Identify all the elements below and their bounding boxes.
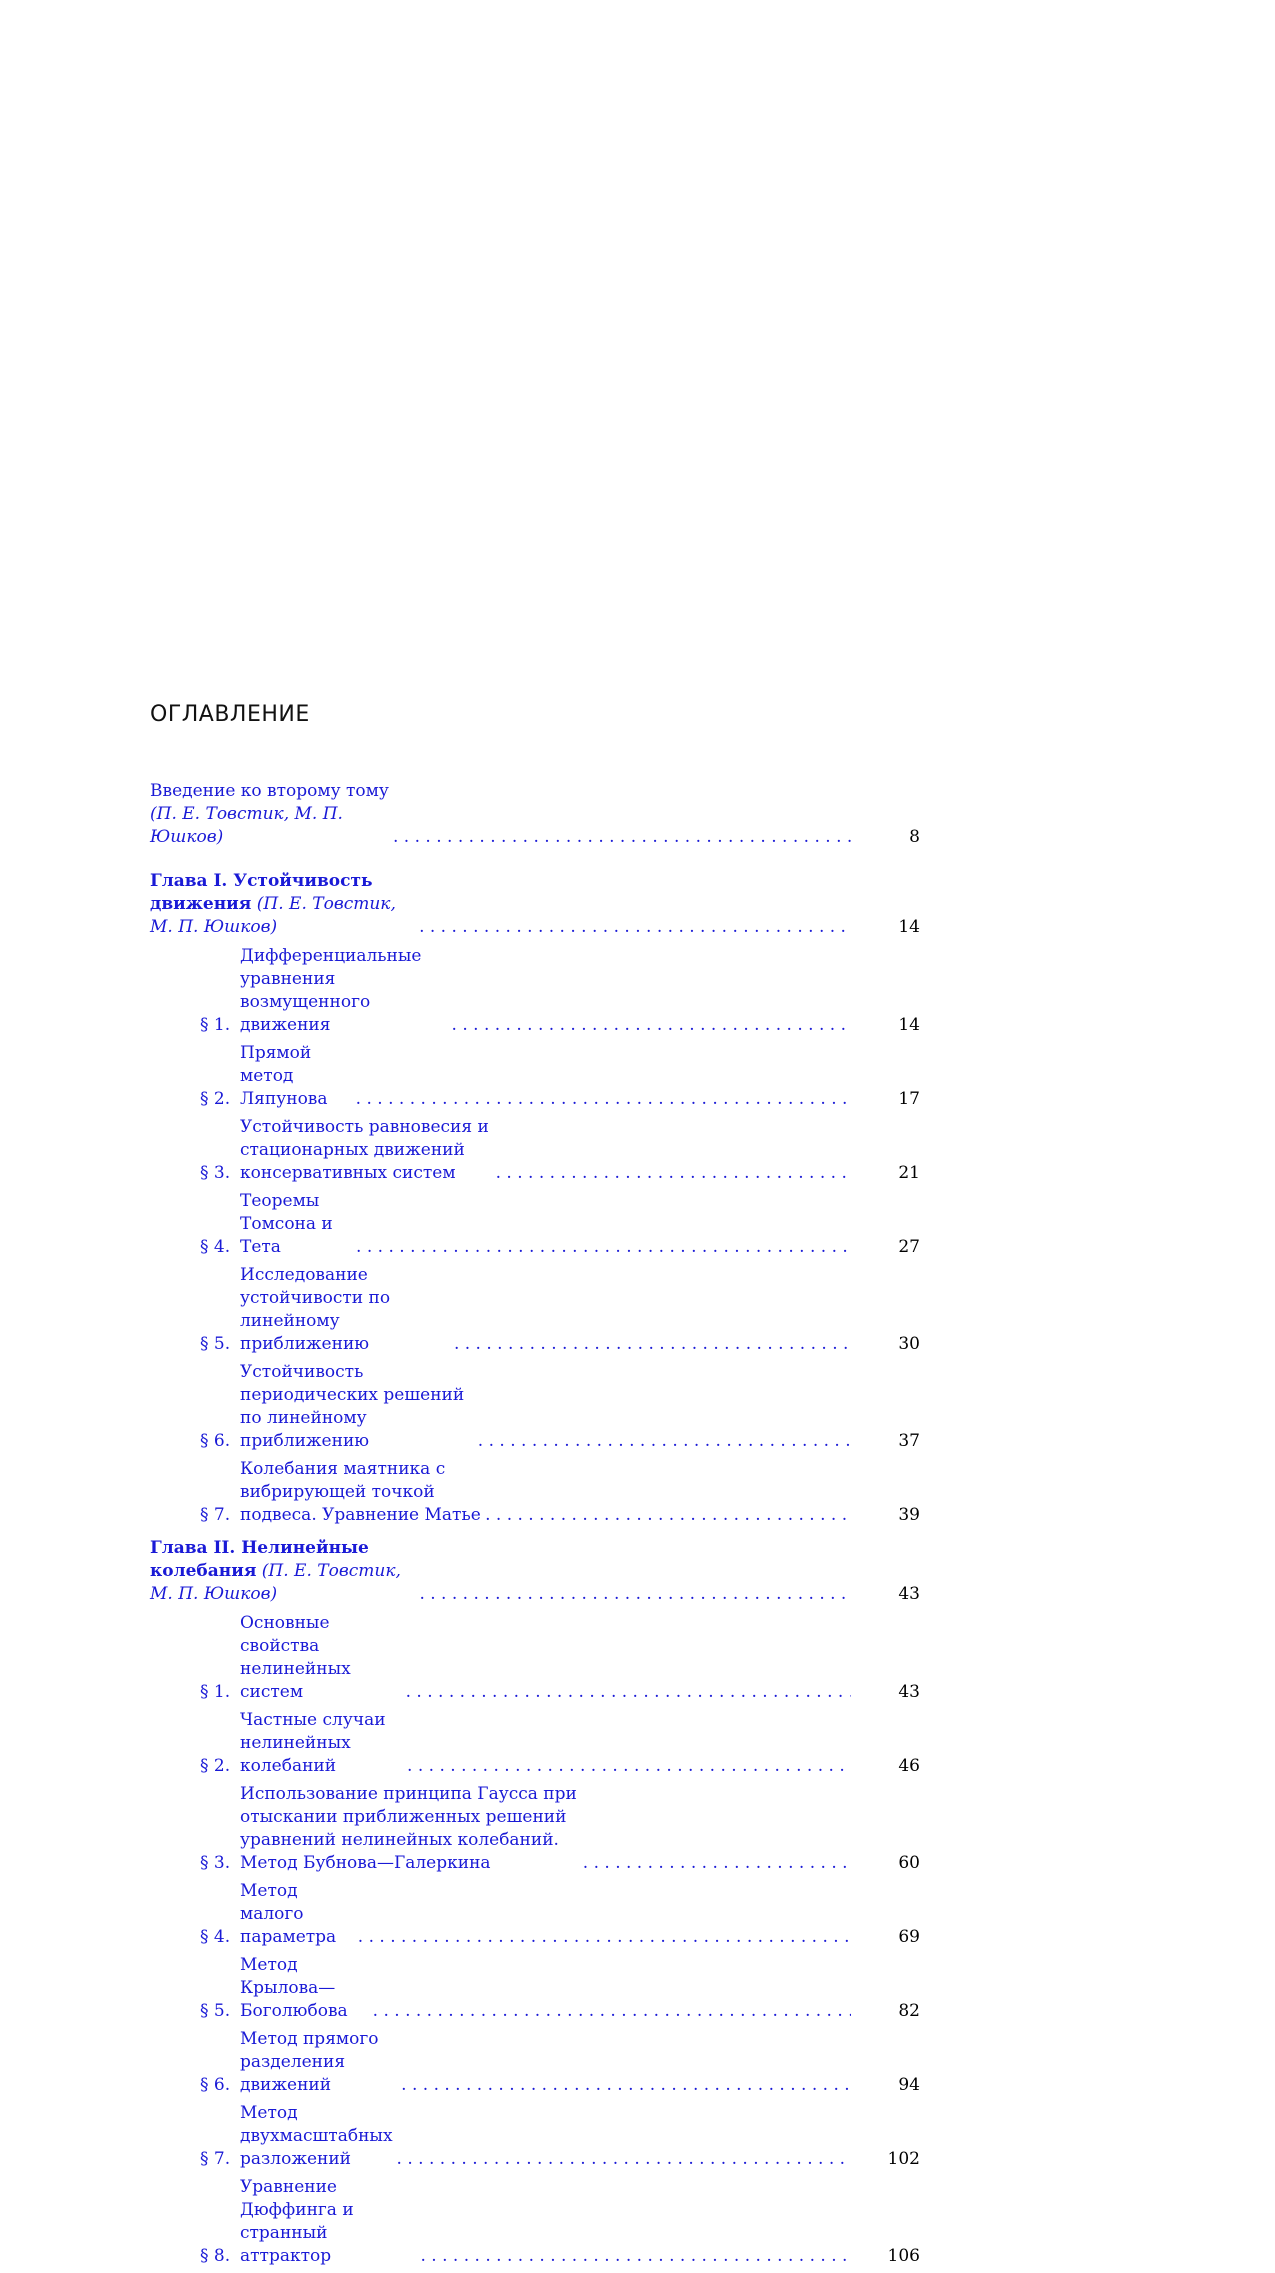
toc-page-number: 94 (898, 2075, 920, 2095)
toc-page-number: 8 (909, 827, 920, 847)
toc-page-number: 17 (898, 1089, 920, 1109)
toc-link-section[interactable] (150, 2176, 855, 2268)
toc-section (150, 1458, 920, 1527)
toc-page-number: 106 (887, 2246, 920, 2266)
section-number: § 2. (200, 1756, 231, 1776)
dot-leader (485, 1504, 851, 1527)
toc-section (150, 1954, 920, 2023)
section-title: Теоремы Томсона и Тета (240, 1191, 333, 1257)
dot-leader (373, 2000, 851, 2023)
toc-link-section[interactable] (150, 1116, 855, 1185)
dot-leader (496, 1162, 851, 1185)
page-title: ОГЛАВЛЕНИЕ (150, 702, 310, 727)
toc-page-number: 21 (898, 1163, 920, 1183)
dot-leader (454, 1333, 851, 1356)
toc-chapter-1 (150, 870, 920, 939)
dot-leader (401, 2074, 851, 2097)
section-number: § 2. (200, 1089, 231, 1109)
dot-leader (419, 916, 851, 939)
toc-link-chapter-1[interactable] (150, 870, 855, 939)
toc-section (150, 1042, 920, 1111)
toc-link-section[interactable] (150, 1264, 855, 1356)
section-number: § 1. (200, 1015, 231, 1035)
toc-page-number: 39 (898, 1505, 920, 1525)
section-number: § 3. (200, 1163, 231, 1183)
toc-section (150, 1190, 920, 1259)
dot-leader (452, 1014, 851, 1037)
toc-page-number: 43 (898, 1584, 920, 1604)
toc-chapter-2 (150, 1537, 920, 1606)
toc-section (150, 1361, 920, 1453)
toc-page-number: 102 (887, 2149, 920, 2169)
section-number: § 5. (200, 1334, 231, 1354)
section-title: Основные свойства нелинейных систем (240, 1613, 351, 1702)
dot-leader (393, 826, 851, 849)
section-title: Дифференциальные уравнения возмущенного движения (240, 946, 422, 1035)
section-title: Метод Крылова—Боголюбова (240, 1955, 348, 2021)
toc-link-section[interactable] (150, 1042, 855, 1111)
section-number: § 4. (200, 1237, 231, 1257)
toc-link-section[interactable] (150, 1458, 855, 1527)
table-of-contents (150, 780, 920, 2273)
toc-link-section[interactable] (150, 1954, 855, 2023)
section-title: Прямой метод Ляпунова (240, 1043, 328, 1109)
section-title: Метод малого параметра (240, 1881, 337, 1947)
toc-entry-authors: (П. Е. Товстик, М. П. Юшков) (150, 1561, 401, 1604)
toc-section (150, 1880, 920, 1949)
dot-leader (397, 2148, 851, 2171)
toc-link-section[interactable] (150, 1612, 855, 1704)
dot-leader (356, 1236, 851, 1259)
toc-section (150, 1612, 920, 1704)
section-number: § 6. (200, 2075, 231, 2095)
section-title: Использование принципа Гаусса при отыскании приближенных решений уравнений нелинейных колебаний. Метод Бубнова—Галеркина (240, 1784, 577, 1873)
section-number: § 4. (200, 1927, 231, 1947)
section-number: § 3. (200, 1853, 231, 1873)
dot-leader (358, 1926, 851, 1949)
section-number: § 5. (200, 2001, 231, 2021)
toc-link-section[interactable] (150, 1880, 855, 1949)
toc-entry-title: Введение ко второму тому (150, 781, 389, 801)
section-title: Устойчивость равновесия и стационарных движений консервативных систем (240, 1117, 489, 1183)
dot-leader (419, 1583, 851, 1606)
toc-page-number: 69 (898, 1927, 920, 1947)
toc-link-section[interactable] (150, 1361, 855, 1453)
toc-section (150, 2102, 920, 2171)
toc-link-section[interactable] (150, 1709, 855, 1778)
dot-leader (356, 1088, 851, 1111)
toc-page-number: 60 (898, 1853, 920, 1873)
dot-leader (583, 1852, 851, 1875)
toc-chapter-title: Глава II. Нелинейные колебания (150, 1538, 369, 1581)
toc-page-number: 14 (898, 917, 920, 937)
section-title: Исследование устойчивости по линейному приближению (240, 1265, 391, 1354)
toc-page-number: 14 (898, 1015, 920, 1035)
toc-section (150, 1264, 920, 1356)
toc-section (150, 2176, 920, 2268)
toc-section (150, 1783, 920, 1875)
toc-section (150, 1116, 920, 1185)
toc-entry-authors: (П. Е. Товстик, М. П. Юшков) (150, 804, 343, 847)
section-number: § 8. (200, 2246, 231, 2266)
toc-page-number: 46 (898, 1756, 920, 1776)
toc-link-section[interactable] (150, 1783, 855, 1875)
toc-page-number: 37 (898, 1431, 920, 1451)
section-title: Частные случаи нелинейных колебаний (240, 1710, 386, 1776)
section-number: § 6. (200, 1431, 231, 1451)
toc-chapter-title: Глава I. Устойчивость движения (150, 871, 373, 914)
toc-link-introduction[interactable] (150, 780, 855, 849)
toc-entry-introduction (150, 780, 920, 849)
section-number: § 7. (200, 1505, 231, 1525)
section-number: § 7. (200, 2149, 231, 2169)
section-title: Колебания маятника с вибрирующей точкой подвеса. Уравнение Матье (240, 1459, 481, 1525)
dot-leader (406, 1681, 851, 1704)
section-title: Устойчивость периодических решений по линейному приближению (240, 1362, 465, 1451)
section-number: § 1. (200, 1682, 231, 1702)
toc-page-number: 30 (898, 1334, 920, 1354)
toc-entry-authors: (П. Е. Товстик, М. П. Юшков) (150, 894, 396, 937)
toc-section (150, 1709, 920, 1778)
toc-link-section[interactable] (150, 945, 855, 1037)
toc-page-number: 27 (898, 1237, 920, 1257)
section-title: Метод двухмасштабных разложений (240, 2103, 393, 2169)
toc-section (150, 945, 920, 1037)
toc-link-section[interactable] (150, 2102, 855, 2171)
section-title: Метод прямого разделения движений (240, 2029, 379, 2095)
dot-leader (407, 1755, 851, 1778)
toc-page-number: 82 (898, 2001, 920, 2021)
toc-page-number: 43 (898, 1682, 920, 1702)
toc-section (150, 2028, 920, 2097)
dot-leader (478, 1430, 851, 1453)
toc-link-section[interactable] (150, 1190, 855, 1259)
toc-link-chapter-2[interactable] (150, 1537, 855, 1606)
toc-link-section[interactable] (150, 2028, 855, 2097)
section-title: Уравнение Дюффинга и странный аттрактор (240, 2177, 354, 2266)
dot-leader (421, 2245, 852, 2268)
